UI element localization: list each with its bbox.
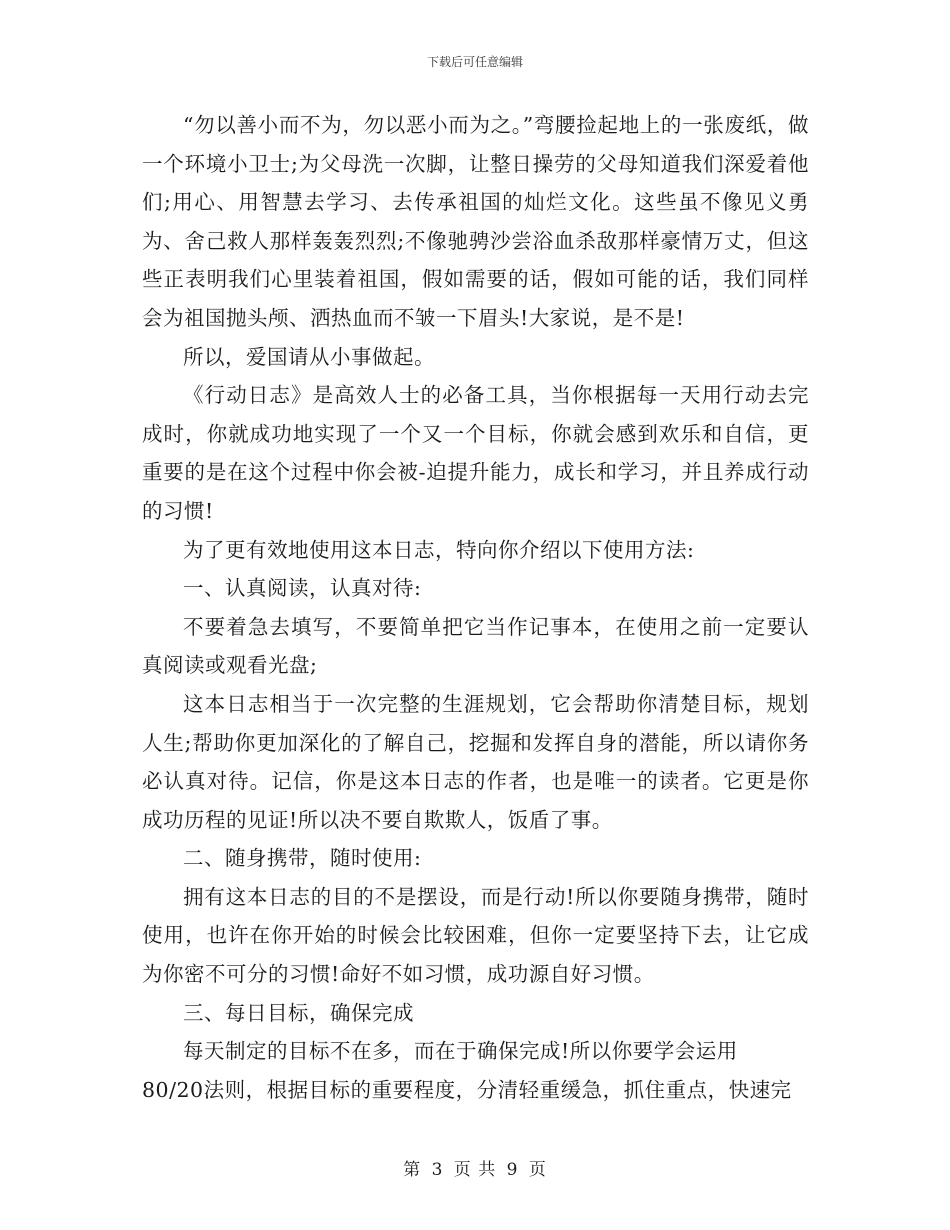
footer-prefix: 第 bbox=[403, 1160, 422, 1180]
section-heading-2: 二、随身携带，随时使用: bbox=[183, 846, 422, 871]
paragraph-action-log-intro: 《行动日志》是高效人士的必备工具，当你根据每一天用行动去完成时，你就成功地实现了一个又一个目标，你就会感到欢乐和自信，更重要的是在这个过程中你会被-迫提升能力，成长和学习，并且养成行动的习惯! bbox=[142, 383, 809, 523]
paragraph-read-carefully: 不要着急去填写，不要简单把它当作记事本，在使用之前一定要认真阅读或观看光盘; bbox=[142, 614, 809, 678]
paragraph-conclusion: 所以，爱国请从小事做起。 bbox=[183, 344, 435, 369]
page-header: 下载后可任意编辑 bbox=[426, 55, 523, 69]
current-page-number: 3 bbox=[431, 1160, 444, 1180]
paragraph-80-20-rule: 80/20法则，根据目标的重要程度，分清轻重缓急，抓住重点，快速完 bbox=[142, 1077, 792, 1102]
paragraph-carry-always: 拥有这本日志的目的不是摆设，而是行动!所以你要随身携带，随时使用，也许在你开始的时候会比较困难，但你一定要坚持下去，让它成为你密不可分的习惯!命好不如习惯，成功源自好习惯。 bbox=[142, 884, 809, 987]
footer-suffix: 页 bbox=[528, 1160, 547, 1180]
page-footer bbox=[0, 1155, 950, 1180]
total-page-count: 9 bbox=[506, 1160, 519, 1180]
footer-middle: 页 共 bbox=[453, 1160, 497, 1180]
paragraph-usage-intro: 为了更有效地使用这本日志，特向你介绍以下使用方法: bbox=[183, 537, 695, 562]
section-heading-3: 三、每日目标，确保完成 bbox=[183, 1000, 414, 1025]
paragraph-career-plan: 这本日志相当于一次完整的生涯规划，它会帮助你清楚目标，规划人生;帮助你更加深化的了解自己，挖掘和发挥自身的潜能，所以请你务必认真对待。记信，你是这本日志的作者，也是唯一的读者。它更是你成功历程的见证!所以决不要自欺欺人，饭盾了事。 bbox=[142, 691, 809, 832]
document-body bbox=[142, 106, 809, 1109]
paragraph-daily-goals: 每天制定的目标不在多，而在于确保完成!所以你要学会运用 bbox=[183, 1039, 738, 1064]
paragraph-patriotism-small-deeds: “勿以善小而不为，勿以恶小而为之。”弯腰捡起地上的一张废纸，做一个环境小卫士;为父母洗一次脚，让整日操劳的父母知道我们深爱着他们;用心、用智慧去学习、去传承祖国的灿烂文化。这些虽不像见义勇为、舍己救人那样轰轰烈烈;不像驰骋沙尝浴血杀敌那样豪情万丈，但这些正表明我们心里装着祖国，假如需要的话，假如可能的话，我们同样会为祖国抛头颅、洒热血而不皱一下眉头!大家说，是不是! bbox=[142, 113, 809, 330]
section-heading-1: 一、认真阅读，认真对待: bbox=[183, 576, 422, 601]
